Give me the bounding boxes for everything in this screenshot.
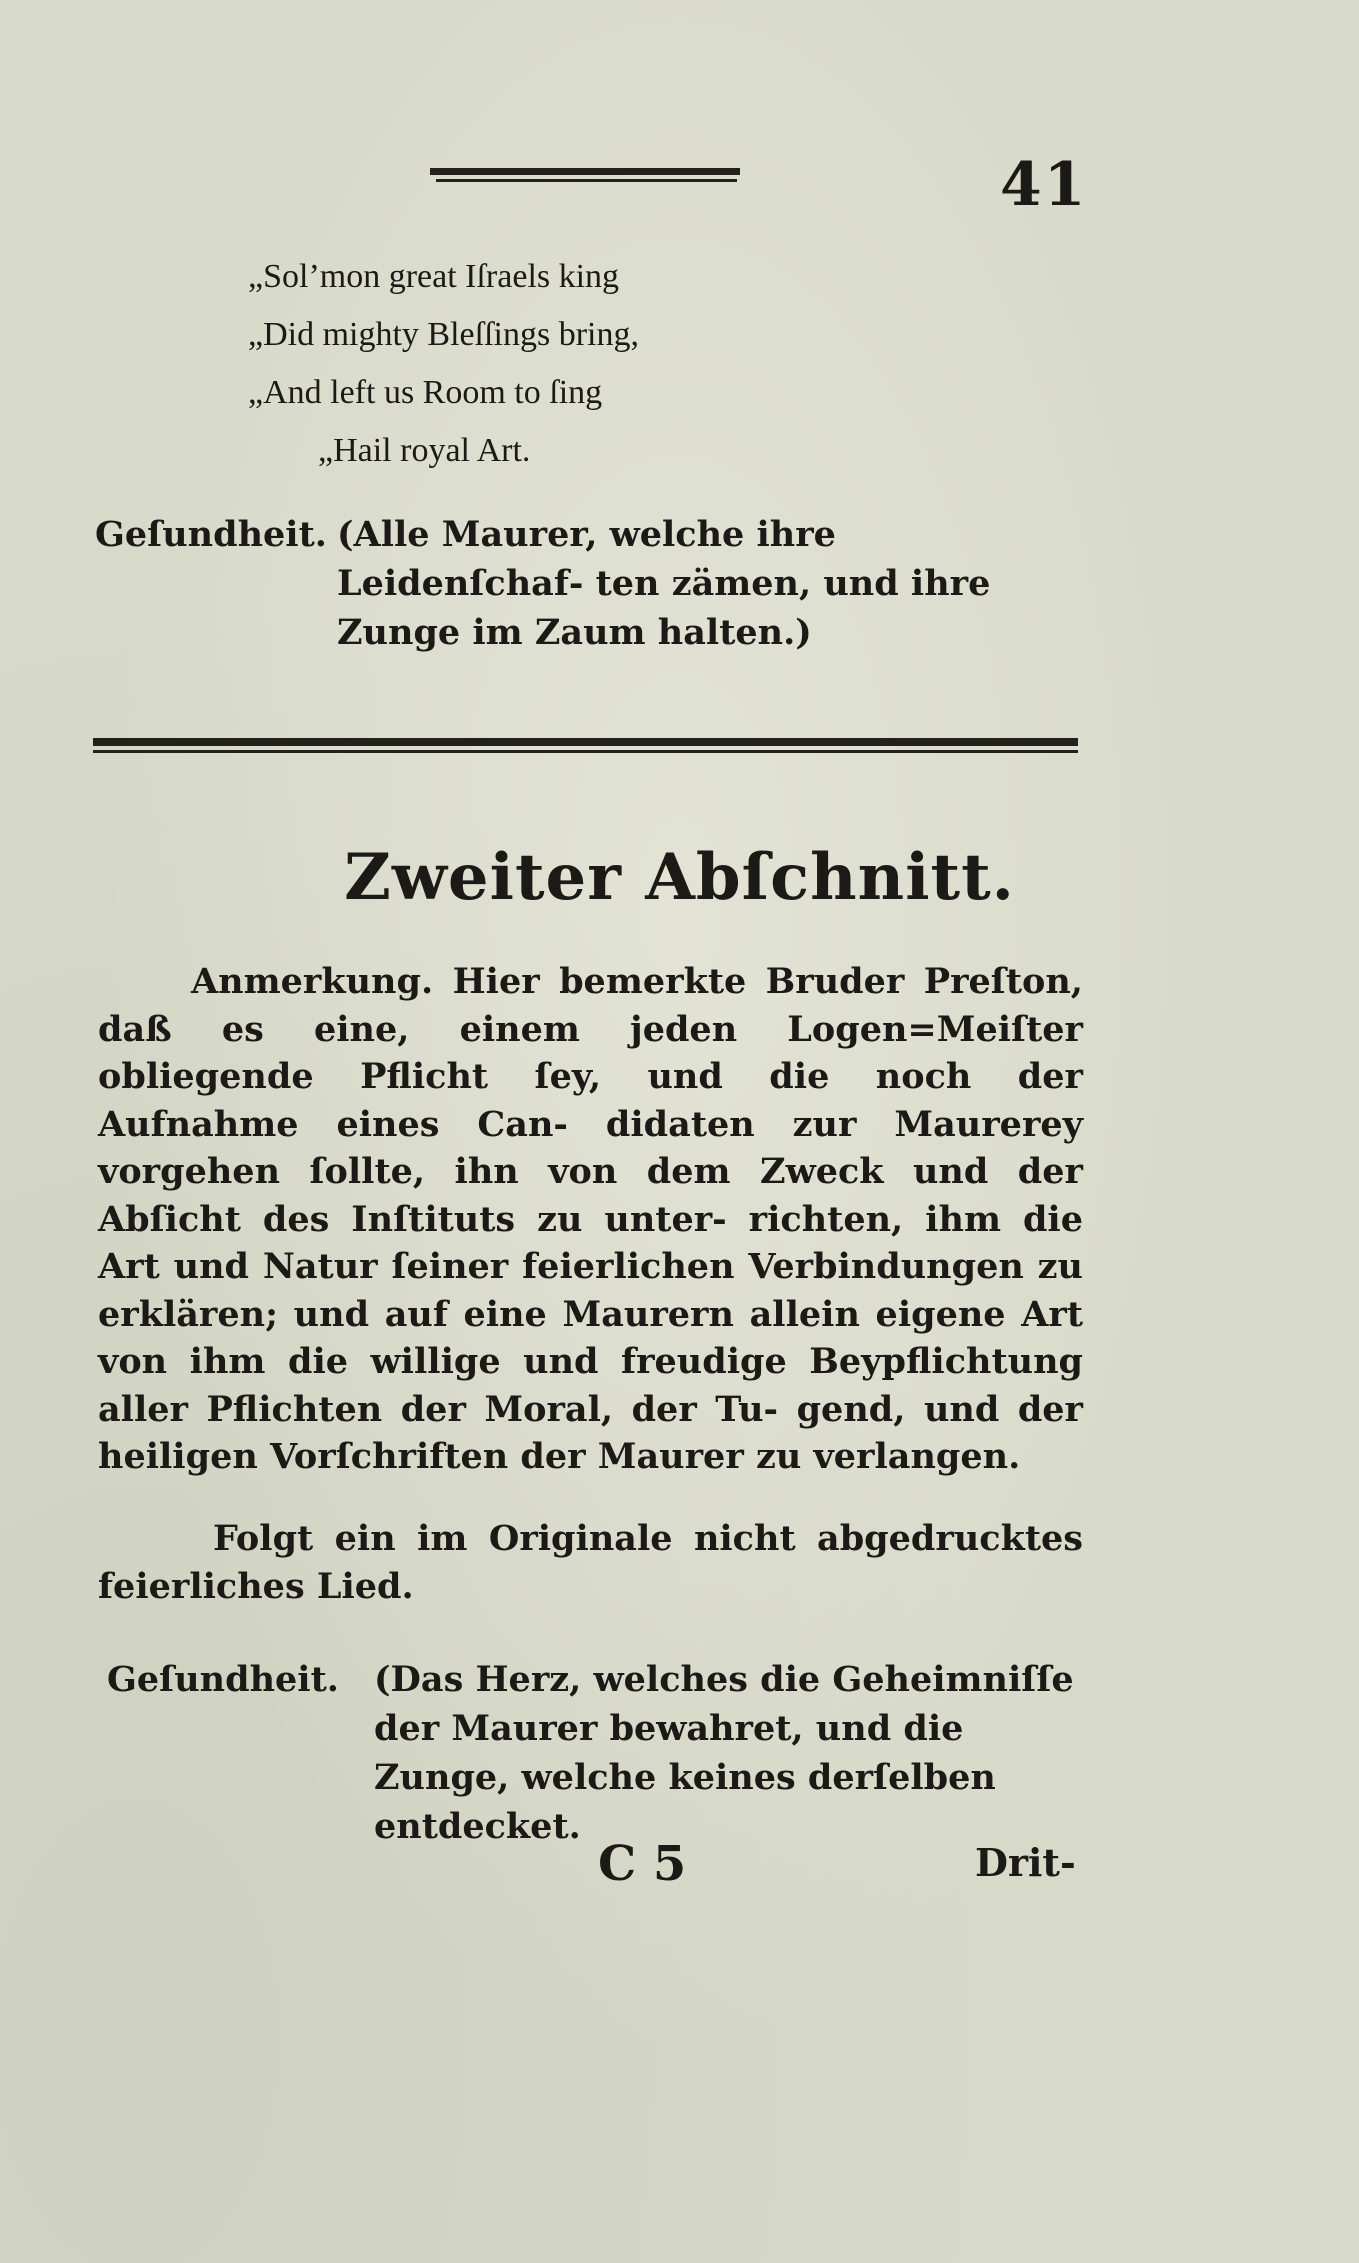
verse-line-3: „And left us Room to ſing (248, 374, 603, 411)
catchword: Drit‐ (975, 1840, 1076, 1885)
toast-first-label: Geſundheit. (95, 514, 327, 555)
toast-second-text: (Das Herz, welches die Geheimniſſe der Maurer bewahret, und die Zunge, welche keines derſelben entdecket. (374, 1659, 1074, 1847)
page-number: 41 (1000, 150, 1088, 220)
verse-line-1: „Sol’mon great Iſraels king (248, 258, 620, 295)
header-rule-thin (436, 179, 737, 182)
header-rule (430, 168, 740, 184)
section-rule-thick (93, 738, 1078, 746)
verse-line-2: „Did mighty Bleſſings bring, (248, 316, 639, 353)
header-rule-thick (430, 168, 740, 175)
signature-mark: C 5 (598, 1836, 687, 1892)
paragraph-anmerkung: Anmerkung. Hier bemerkte Bruder Preſton, daß es eine, einem jeden Logen=Meiſter obliegende Pflicht ſey, und die noch der Aufnahme eines Can‐ didaten zur Maurerey vorgehen ſollte, ihn von dem Zweck und der Abſicht des Inſtituts zu unter‐ richten, ihm die Art und Natur ſeiner feierlichen Verbindungen zu erklären; und auf eine Maurern allein eigene Art von ihm die willige und freudige Beypflichtung aller Pflichten der Moral, der Tu‐ gend, und der heiligen Vorſchriften der Maurer zu verlangen. (98, 961, 1083, 1477)
section-rule (93, 738, 1078, 758)
section-title: Zweiter Abſchnitt. (344, 840, 1015, 915)
verse-block (248, 248, 639, 480)
toast-second-label: Geſundheit. (107, 1659, 339, 1700)
verse-line-4: „Hail royal Art. (318, 432, 531, 469)
section-rule-thin (93, 750, 1078, 753)
paragraph-lied: Folgt ein im Originale nicht abgedrucktes feierliches Lied. (98, 1518, 1083, 1607)
toast-first-text: (Alle Maurer, welche ihre Leidenſchaf‐ ten zämen, und ihre Zunge im Zaum halten.) (337, 514, 991, 653)
